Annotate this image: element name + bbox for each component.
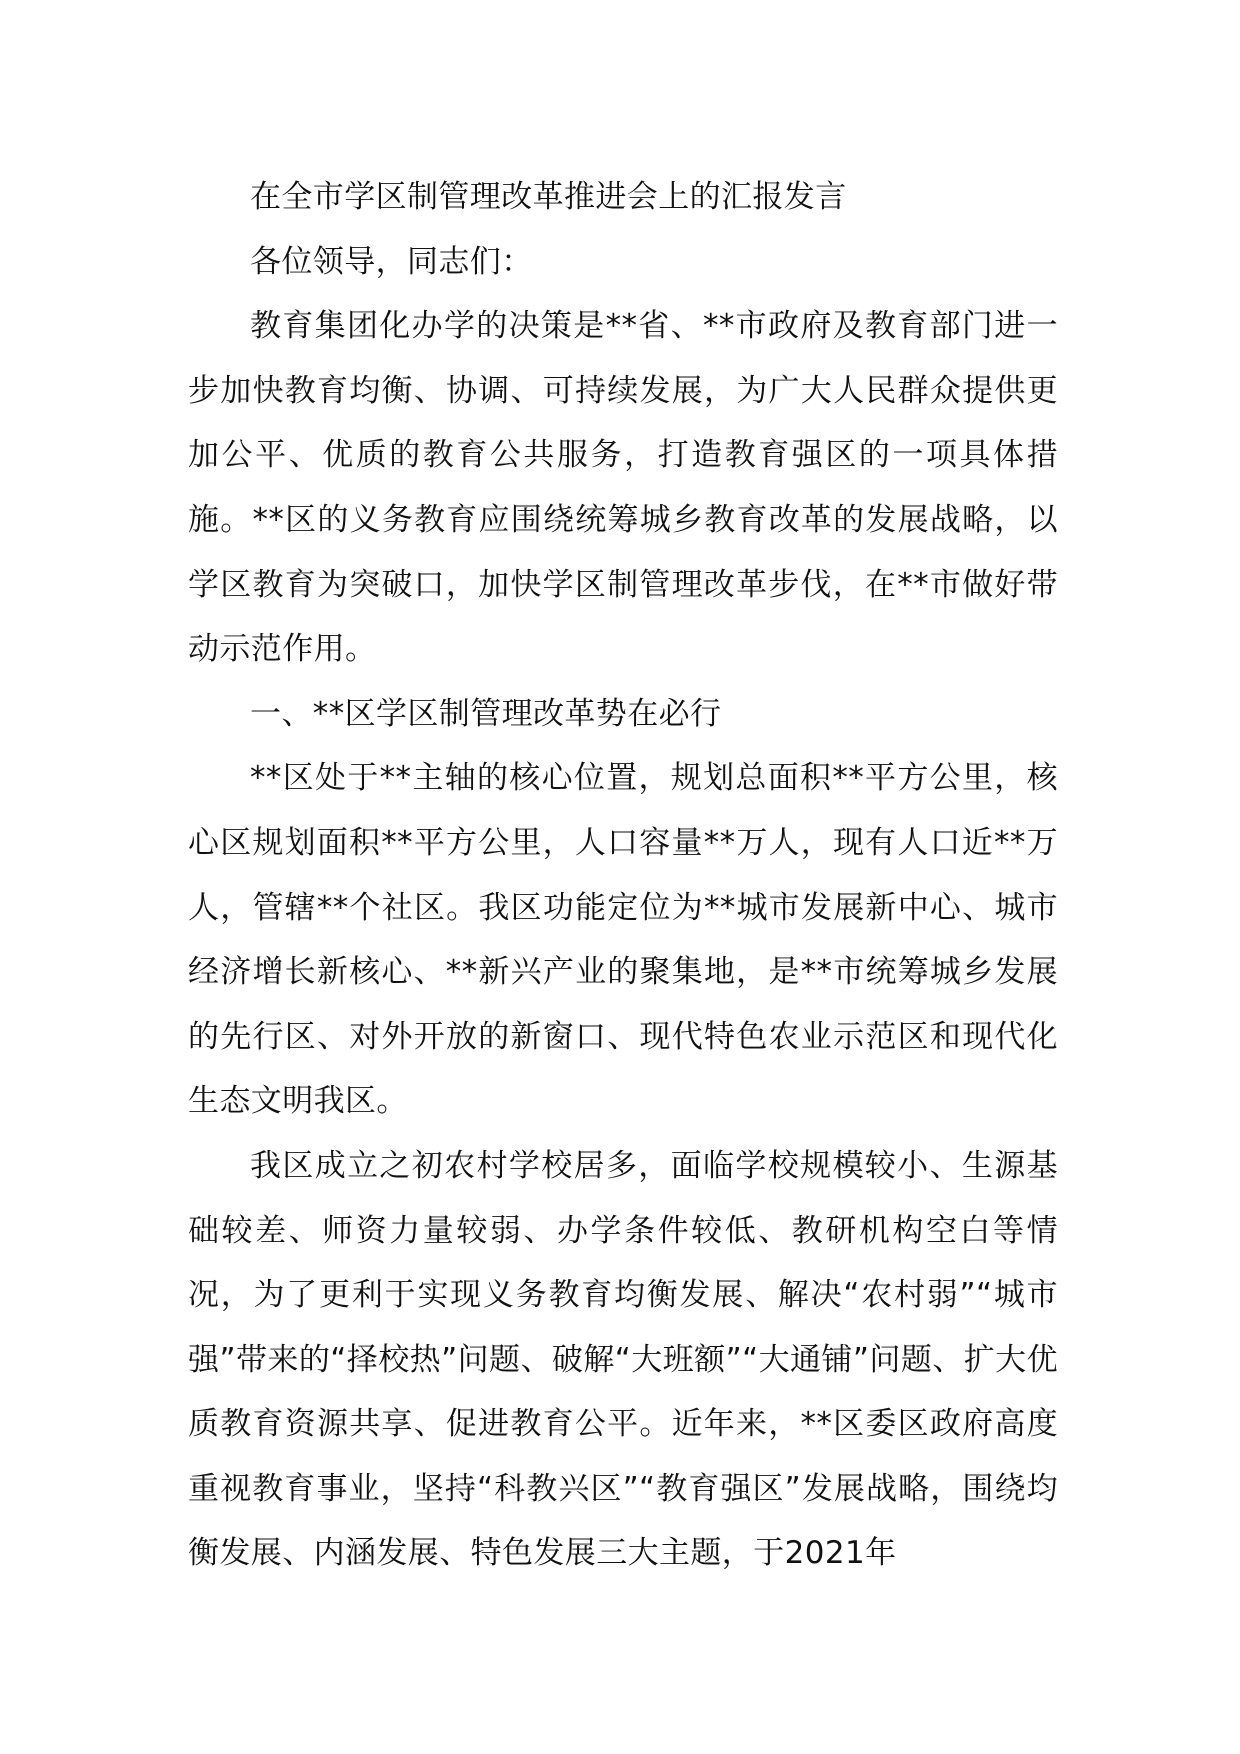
section-heading: 一、**区学区制管理改革势在必行	[250, 695, 722, 732]
document-body	[188, 165, 1058, 1586]
paragraph-district-overview: **区处于**主轴的核心位置，规划总面积**平方公里，核心区规划面积**平方公里，人口容量**万人，现有人口近**万人，管辖**个社区。我区功能定位为**城市发展新中心、城市经济增长新核心、**新兴产业的聚集地，是**市统筹城乡发展的先行区、对外开放的新窗口、现代特色农业示范区和现代化生态文明我区。	[188, 760, 1058, 1120]
paragraph-background: 我区成立之初农村学校居多，面临学校规模较小、生源基础较差、师资力量较弱、办学条件较低、教研机构空白等情况，为了更利于实现义务教育均衡发展、解决“农村弱”“城市强”带来的“择校热”问题、破解“大班额”“大通铺”问题、扩大优质教育资源共享、促进教育公平。近年来，**区委区政府高度重视教育事业，坚持“科教兴区”“教育强区”发展战略，围绕均衡发展、内涵发展、特色发展三大主题，于2021年	[188, 1147, 1058, 1572]
salutation: 各位领导，同志们：	[250, 243, 533, 280]
paragraph-intro: 教育集团化办学的决策是**省、**市政府及教育部门进一步加快教育均衡、协调、可持续发展，为广大人民群众提供更加公平、优质的教育公共服务，打造教育强区的一项具体措施。**区的义务教育应围绕统筹城乡教育改革的发展战略，以学区教育为突破口，加快学区制管理改革步伐，在**市做好带动示范作用。	[188, 308, 1058, 668]
document-title: 在全市学区制管理改革推进会上的汇报发言	[250, 179, 847, 215]
